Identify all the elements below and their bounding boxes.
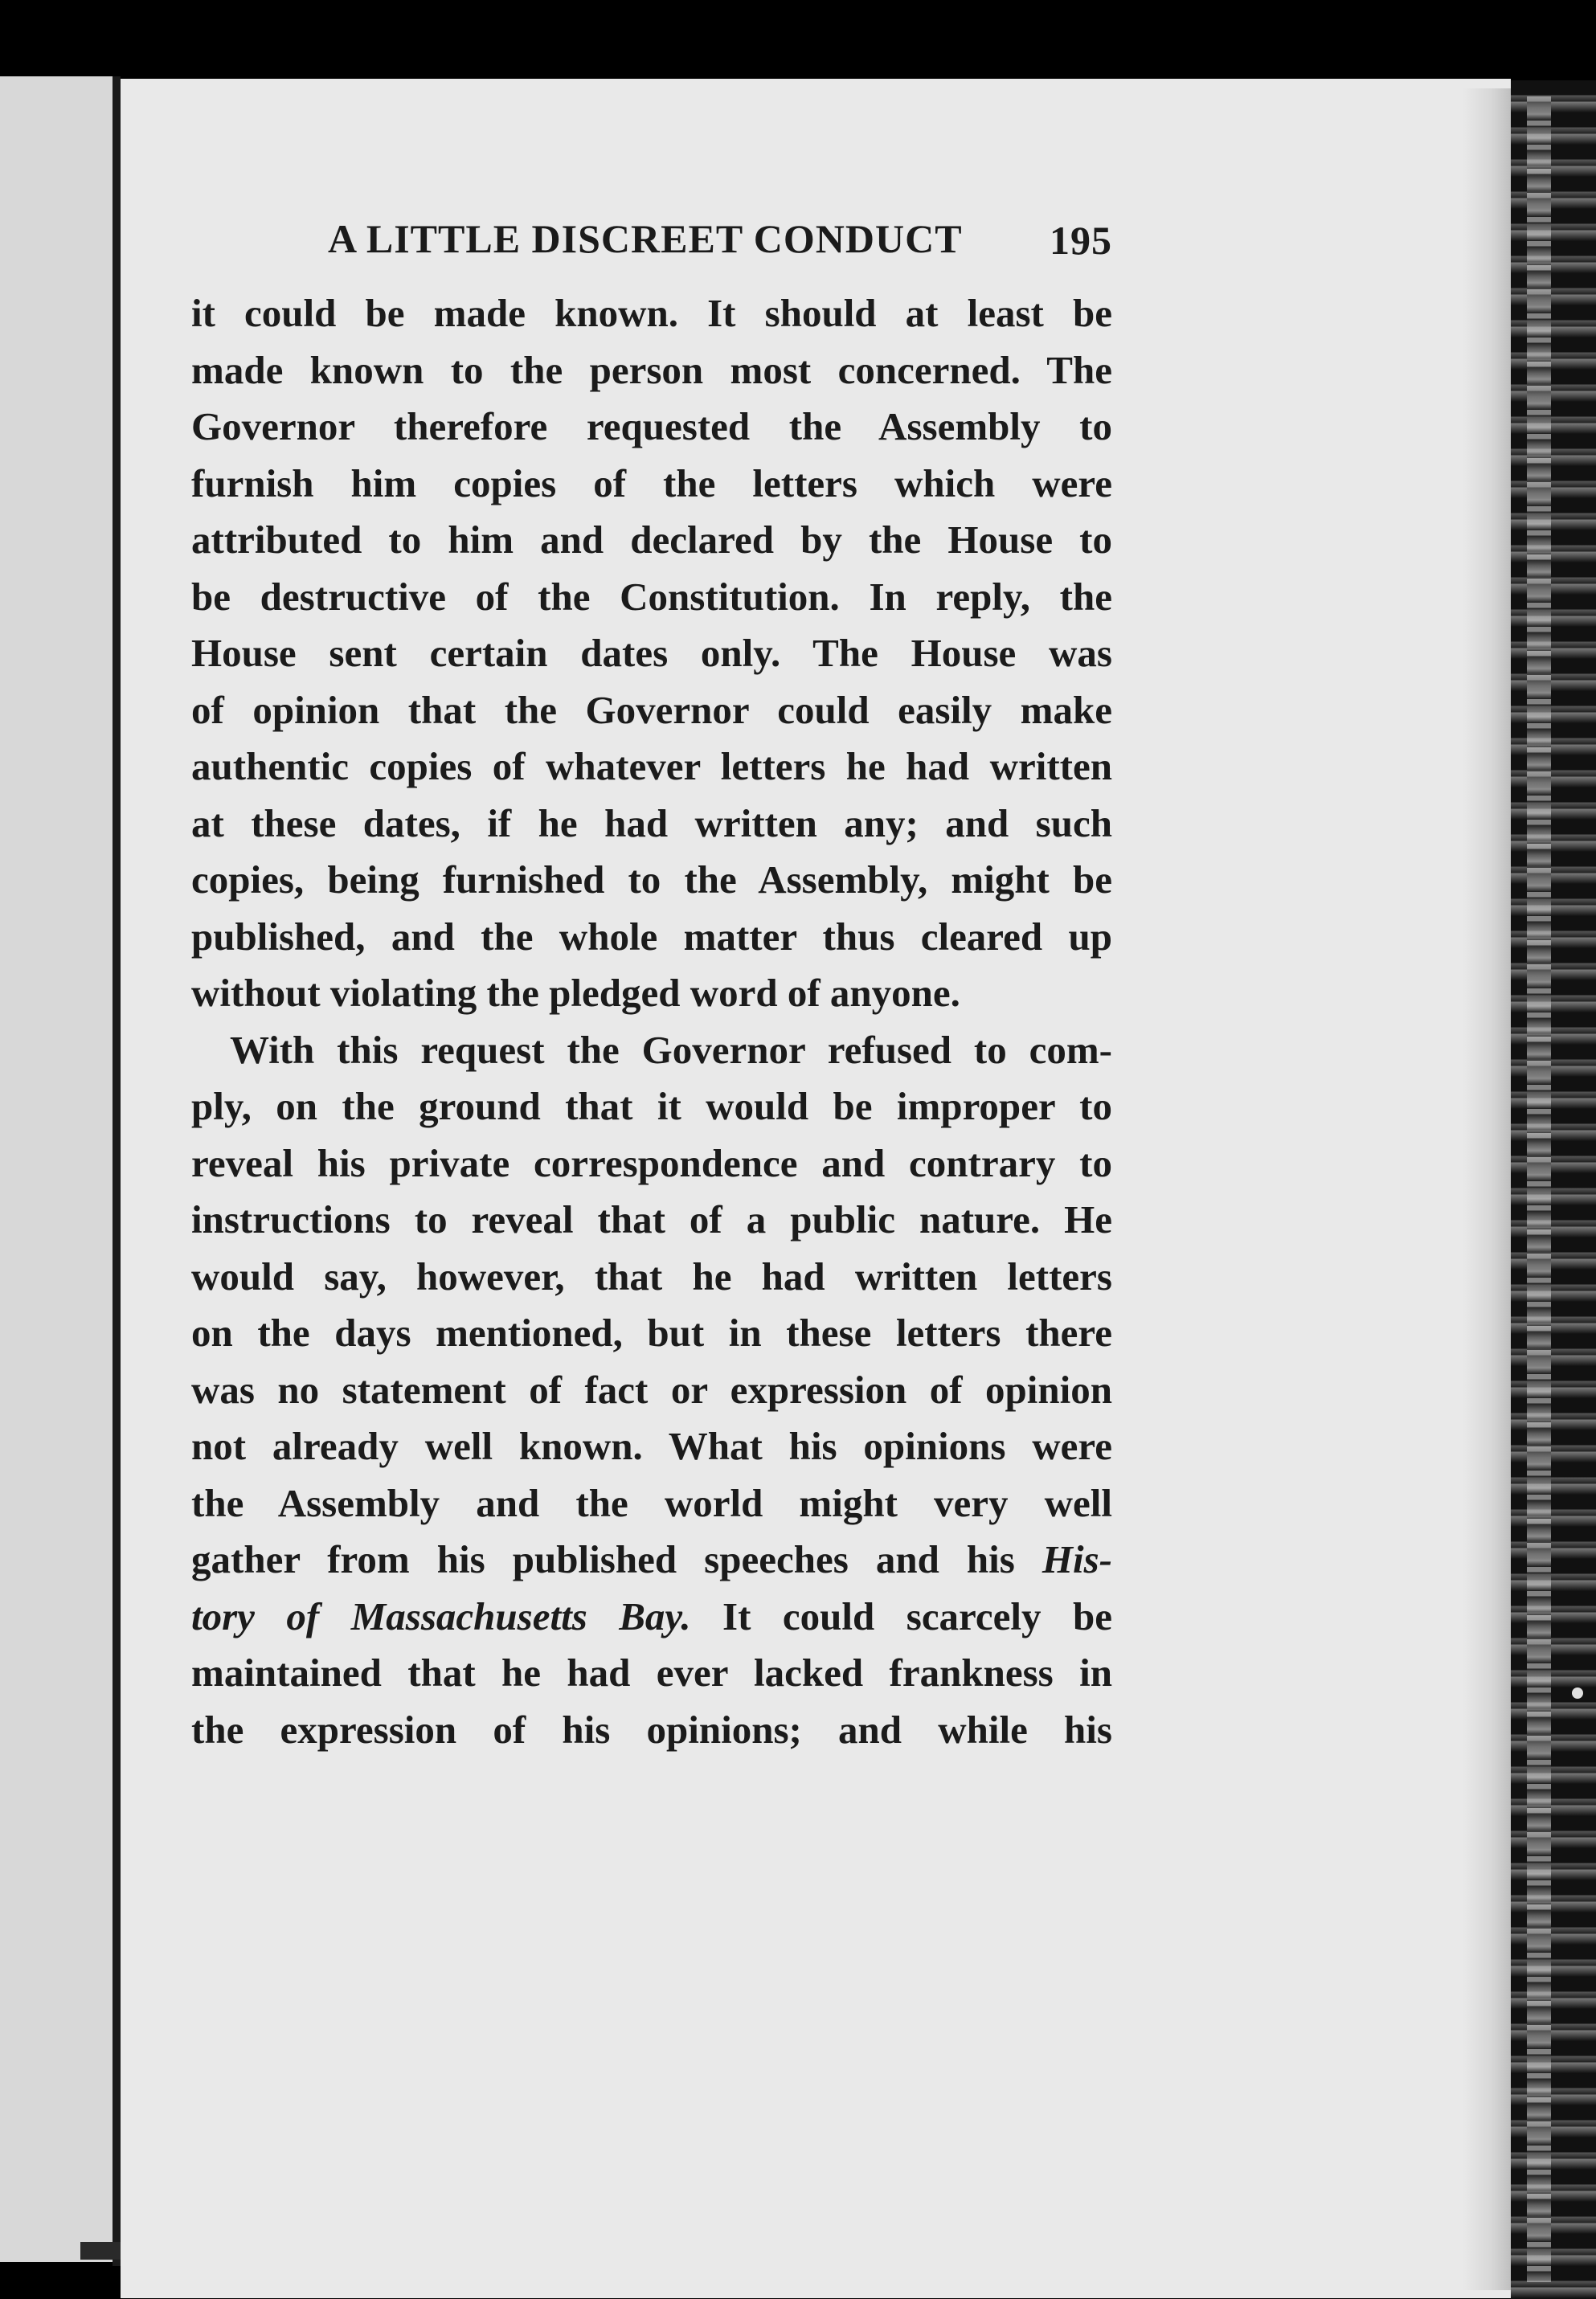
body-text bbox=[191, 285, 1112, 1758]
text-line: copies, being furnished to the Assembly, might be bbox=[191, 857, 1112, 902]
text-line: published, and the whole matter thus cleared up bbox=[191, 914, 1112, 959]
text-line-with-italic bbox=[191, 1589, 1112, 1646]
text-line: was no statement of fact or expression of opinion bbox=[191, 1367, 1112, 1412]
text-line: at these dates, if he had written any; and such bbox=[191, 800, 1112, 845]
text-line: made known to the person most concerned. The bbox=[191, 347, 1112, 392]
text-line: would say, however, that he had written letters bbox=[191, 1254, 1112, 1299]
text-line: without violating the pledged word of anyone. bbox=[191, 971, 960, 1015]
text-line: on the days mentioned, but in these letters there bbox=[191, 1311, 1112, 1355]
text-line: it could be made known. It should at least be bbox=[191, 291, 1112, 335]
text-line: Governor therefore requested the Assembly to bbox=[191, 404, 1112, 448]
fore-edge-texture bbox=[1527, 96, 1551, 2282]
text-run: gather from his published speeches and his bbox=[191, 1537, 1042, 1581]
running-head-title: A LITTLE DISCREET CONDUCT bbox=[328, 216, 963, 261]
text-line: be destructive of the Constitution. In reply, the bbox=[191, 574, 1112, 619]
text-line: instructions to reveal that of a public nature. He bbox=[191, 1197, 1112, 1242]
text-line: House sent certain dates only. The House was bbox=[191, 631, 1112, 675]
text-line: not already well known. What his opinions were bbox=[191, 1424, 1112, 1468]
text-line: the expression of his opinions; and while his bbox=[191, 1707, 1112, 1752]
running-head bbox=[191, 215, 1112, 272]
text-line: maintained that he had ever lacked frankness in bbox=[191, 1651, 1112, 1695]
gutter-shadow bbox=[113, 76, 121, 2266]
italic-title-fragment: Massachusetts Bay. bbox=[350, 1593, 691, 1638]
italic-title-fragment: His- bbox=[1041, 1537, 1112, 1581]
fore-edge-of-book bbox=[1511, 80, 1596, 2299]
text-line: furnish him copies of the letters which were bbox=[191, 460, 1112, 505]
text-line: authentic copies of whatever letters he had written bbox=[191, 744, 1112, 788]
text-run: It could scarcely be bbox=[690, 1593, 1113, 1638]
text-line: the Assembly and the world might very well bbox=[191, 1480, 1112, 1525]
text-line: reveal his private correspondence and contrary to bbox=[191, 1140, 1112, 1185]
italic-title-fragment: tory of bbox=[191, 1593, 351, 1638]
clip-mark bbox=[1572, 1687, 1583, 1699]
text-line: ply, on the ground that it would be improper to bbox=[191, 1084, 1112, 1128]
page-curl-shadow bbox=[1463, 88, 1511, 2290]
text-line: attributed to him and declared by the House to bbox=[191, 517, 1112, 562]
text-line-paragraph-start: With this request the Governor refused to com- bbox=[230, 1027, 1112, 1072]
facing-page-edge bbox=[0, 76, 113, 2262]
text-line-with-italic bbox=[191, 1532, 1112, 1589]
text-line: of opinion that the Governor could easily make bbox=[191, 687, 1112, 732]
page-number: 195 bbox=[1050, 218, 1112, 263]
